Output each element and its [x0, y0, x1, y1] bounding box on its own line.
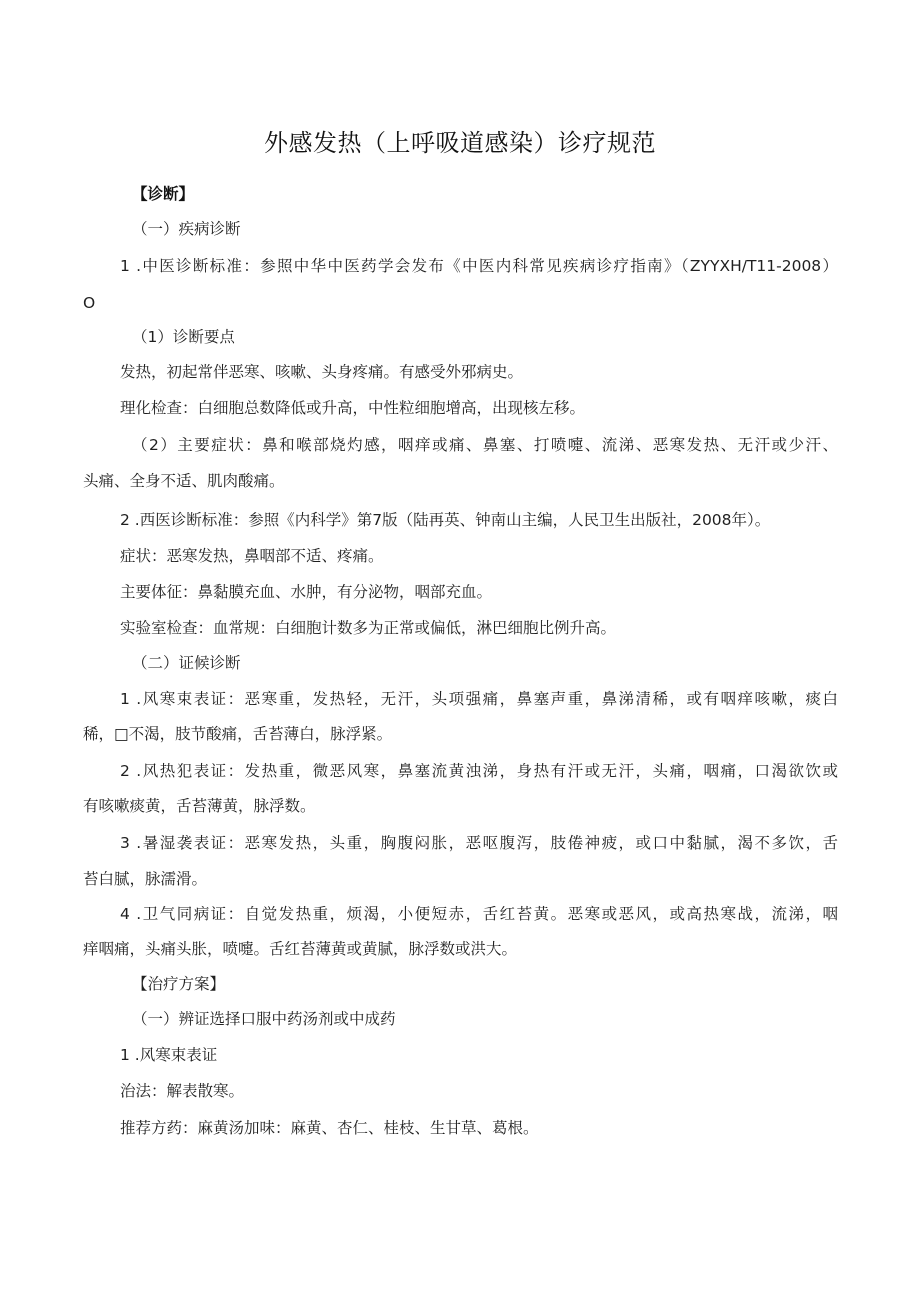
subsection-heading: （一）辨证选择口服中药汤剂或中成药	[132, 1010, 396, 1028]
paragraph-line: 有咳嗽痰黄，舌苔薄黄，脉浮数。	[83, 797, 316, 815]
paragraph-line: 1 .风寒束表证	[120, 1046, 218, 1064]
paragraph-line: O	[83, 294, 96, 312]
subsection-heading: （二）证候诊断	[132, 654, 241, 672]
paragraph-line: 3 .暑湿袭表证：恶寒发热，头重，胸腹闷胀，恶呕腹泻，肢倦神疲，或口中黏腻，渴不多饮，舌	[120, 834, 838, 852]
section-heading-treatment: 【治疗方案】	[132, 975, 226, 993]
paragraph-line: 治法：解表散寒。	[120, 1082, 245, 1100]
paragraph-line: 稀，□不渴，肢节酸痛，舌苔薄白，脉浮紧。	[83, 725, 393, 743]
paragraph-line: 理化检查：白细胞总数降低或升高，中性粒细胞增高，出现核左移。	[120, 399, 586, 417]
paragraph-line: 2 .西医诊断标准：参照《内科学》第7版（陆再英、钟南山主编，人民卫生出版社，2008年）。	[120, 511, 771, 529]
paragraph-line: 痒咽痛，头痛头胀，喷嚏。舌红苔薄黄或黄腻，脉浮数或洪大。	[83, 940, 518, 958]
paragraph-line: 症状：恶寒发热，鼻咽部不适、疼痛。	[120, 547, 384, 565]
paragraph-line: （2）主要症状：鼻和喉部烧灼感，咽痒或痛、鼻塞、打喷嚏、流涕、恶寒发热、无汗或少汗、	[132, 436, 838, 454]
paragraph-line: 苔白腻，脉濡滑。	[83, 870, 208, 888]
paragraph-line: 推荐方药：麻黄汤加味：麻黄、杏仁、桂枝、生甘草、葛根。	[120, 1119, 539, 1137]
paragraph-line: 实验室检查：血常规：白细胞计数多为正常或偏低，淋巴细胞比例升高。	[120, 619, 617, 637]
paragraph-line: 发热，初起常伴恶寒、咳嗽、头身疼痛。有感受外邪病史。	[120, 363, 524, 381]
subsection-heading: （1）诊断要点	[132, 328, 235, 346]
paragraph-line: 4 .卫气同病证：自觉发热重，烦渴，小便短赤，舌红苔黄。恶寒或恶风，或高热寒战，流涕，咽	[120, 905, 838, 923]
paragraph-line: 主要体征：鼻黏膜充血、水肿，有分泌物，咽部充血。	[120, 583, 493, 601]
paragraph-line: 2 .风热犯表证：发热重，微恶风寒，鼻塞流黄浊涕，身热有汗或无汗，头痛，咽痛，口渴欲饮或	[120, 762, 838, 780]
paragraph-line: 头痛、全身不适、肌肉酸痛。	[83, 472, 285, 490]
section-heading-diagnosis: 【诊断】	[132, 185, 195, 203]
document-title: 外感发热（上呼吸道感染）诊疗规范	[264, 129, 656, 157]
subsection-heading: （一）疾病诊断	[132, 220, 241, 238]
paragraph-line: 1 .中医诊断标准：参照中华中医药学会发布《中医内科常见疾病诊疗指南》（ZYYXH/T11-2008）	[120, 257, 838, 275]
paragraph-line: 1 .风寒束表证：恶寒重，发热轻，无汗，头项强痛，鼻塞声重，鼻涕清稀，或有咽痒咳嗽，痰白	[120, 690, 838, 708]
